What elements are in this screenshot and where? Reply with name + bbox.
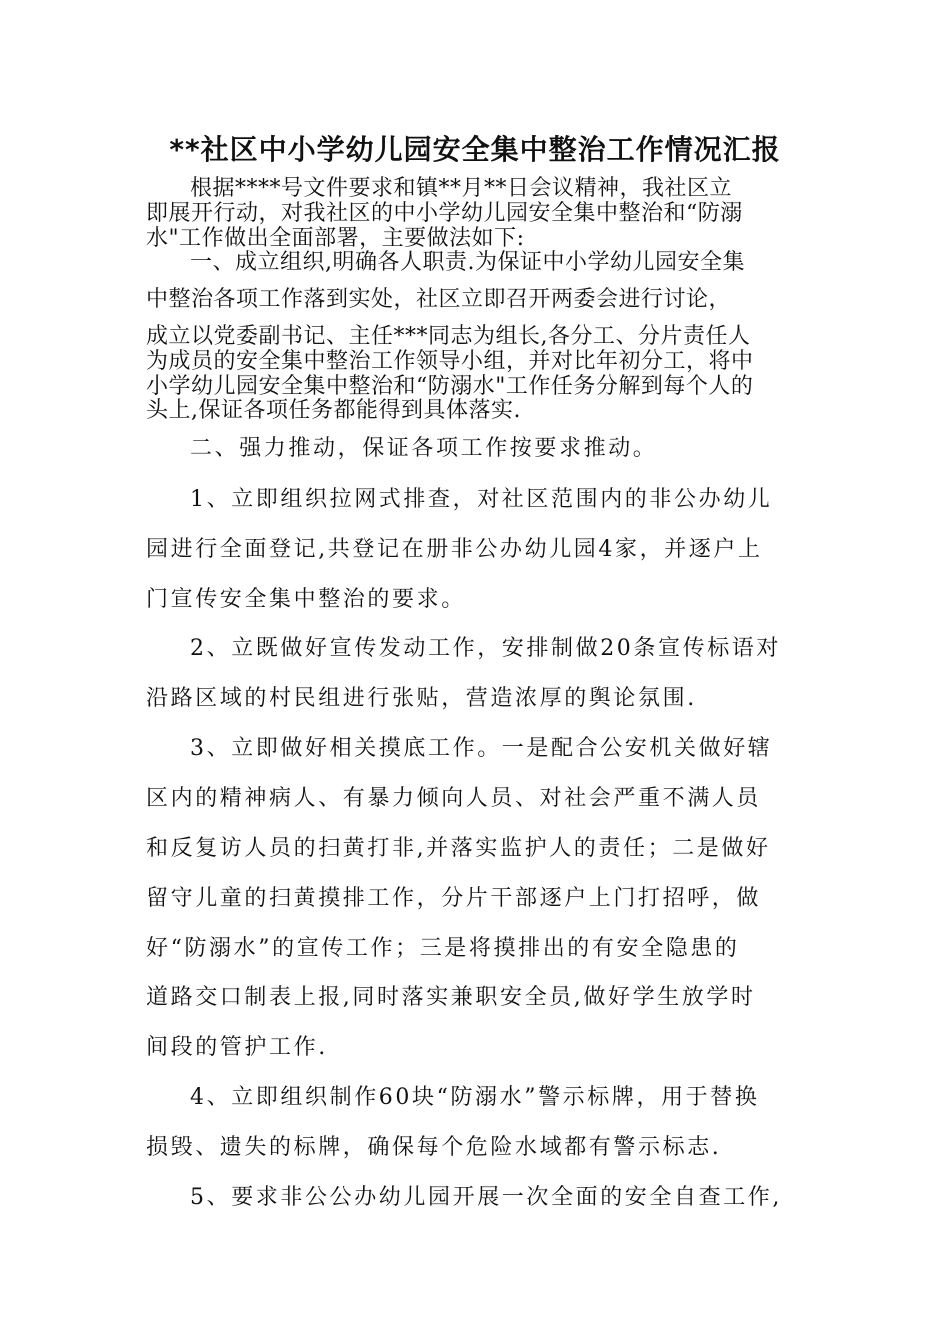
document-title: **社区中小学幼儿园安全集中整治工作情况汇报 <box>169 133 781 166</box>
paragraph-line: 即展开行动，对我社区的中小学幼儿园安全集中整治和“防溺 <box>146 201 743 226</box>
paragraph-line: 中整治各项工作落到实处，社区立即召开两委会进行讨论， <box>146 287 732 312</box>
paragraph-line: 水"工作做出全面部署，主要做法如下: <box>146 226 525 251</box>
paragraph-line: 成立以党委副书记、主任***同志为组长,各分工、分片责任人 <box>146 324 751 349</box>
paragraph-line: 5、要求非公公办幼儿园开展一次全面的安全自查工作, <box>190 1185 782 1210</box>
paragraph-line: 4、立即组织制作60块“防溺水”警示标牌，用于替换 <box>190 1085 760 1110</box>
paragraph-line: 门宣传安全集中整治的要求。 <box>146 587 466 612</box>
paragraph-line: 沿路区域的村民组进行张贴，营造浓厚的舆论氛围. <box>146 686 697 711</box>
paragraph-line: 根据****号文件要求和镇**月**日会议精神，我社区立 <box>190 176 733 201</box>
paragraph-line: 头上,保证各项任务都能得到具体落实. <box>146 398 521 423</box>
paragraph-line: 道路交口制表上报,同时落实兼职安全员,做好学生放学时 <box>146 985 756 1010</box>
paragraph-line: 3、立即做好相关摸底工作。一是配合公安机关做好辖 <box>190 736 773 761</box>
paragraph-line: 和反复访人员的扫黄打非,并落实监护人的责任；二是做好 <box>146 836 771 861</box>
paragraph-line: 间段的管护工作. <box>146 1035 328 1060</box>
paragraph-line: 为成员的安全集中整治工作领导小组，并对比年初分工，将中 <box>146 349 754 374</box>
section-heading: 二、强力推动，保证各项工作按要求推动。 <box>190 436 658 461</box>
paragraph-line: 园进行全面登记,共登记在册非公办幼儿园4家，并逐户上 <box>146 537 763 562</box>
paragraph-line: 留守儿童的扫黄摸排工作，分片干部逐户上门打招呼，做 <box>146 886 762 911</box>
paragraph-line: 2、立既做好宣传发动工作，安排制做20条宣传标语对 <box>190 636 781 661</box>
paragraph-line: 损毁、遗失的标牌，确保每个危险水域都有警示标志. <box>146 1135 722 1160</box>
paragraph-line: 一、成立组织,明确各人职责.为保证中小学幼儿园安全集 <box>190 250 745 275</box>
paragraph-line: 好“防溺水”的宣传工作；三是将摸排出的有安全隐患的 <box>146 936 740 961</box>
paragraph-line: 1、立即组织拉网式排查，对社区范围内的非公办幼儿 <box>190 487 773 512</box>
paragraph-line: 区内的精神病人、有暴力倾向人员、对社会严重不满人员 <box>146 786 762 811</box>
paragraph-line: 小学幼儿园安全集中整治和“防溺水"工作任务分解到每个人的 <box>146 374 754 399</box>
